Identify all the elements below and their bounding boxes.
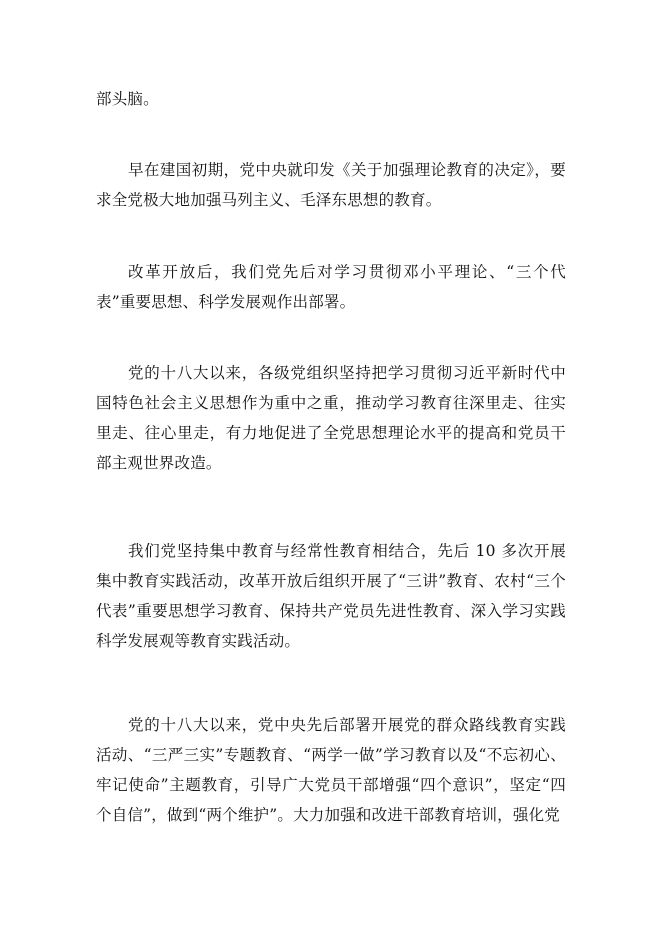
paragraph-18th-congress-campaigns: 党的十八大以来，党中央先后部署开展党的群众路线教育实践活动、“三严三实”专题教育、“两学一做”学习教育以及“不忘初心、牢记使命”主题教育，引导广大党员干部增强“四个意识”，坚定“四个自信”，做到“两个维护”。大力加强和改进干部教育培训，强化党 bbox=[96, 716, 566, 824]
paragraph-18th-congress-study: 党的十八大以来，各级党组织坚持把学习贯彻习近平新时代中国特色社会主义思想作为重中之重，推动学习教育往深里走、往实里走、往心里走，有力地促进了全党思想理论水平的提高和党员干部主观世界改造。 bbox=[96, 364, 566, 472]
paragraph-education-campaigns: 我们党坚持集中教育与经常性教育相结合，先后 10 多次开展集中教育实践活动，改革开放后组织开展了“三讲”教育、农村“三个代表”重要思想学习教育、保持共产党员先进性教育、深入学习实践科学发展观等教育实践活动。 bbox=[96, 542, 566, 650]
paragraph-founding-era: 早在建国初期，党中央就印发《关于加强理论教育的决定》，要求全党极大地加强马列主义、毛泽东思想的教育。 bbox=[96, 161, 566, 209]
paragraph-continuation: 部头脑。 bbox=[96, 90, 159, 108]
paragraph-reform-era: 改革开放后，我们党先后对学习贯彻邓小平理论、“三个代表”重要思想、科学发展观作出部署。 bbox=[96, 263, 566, 311]
